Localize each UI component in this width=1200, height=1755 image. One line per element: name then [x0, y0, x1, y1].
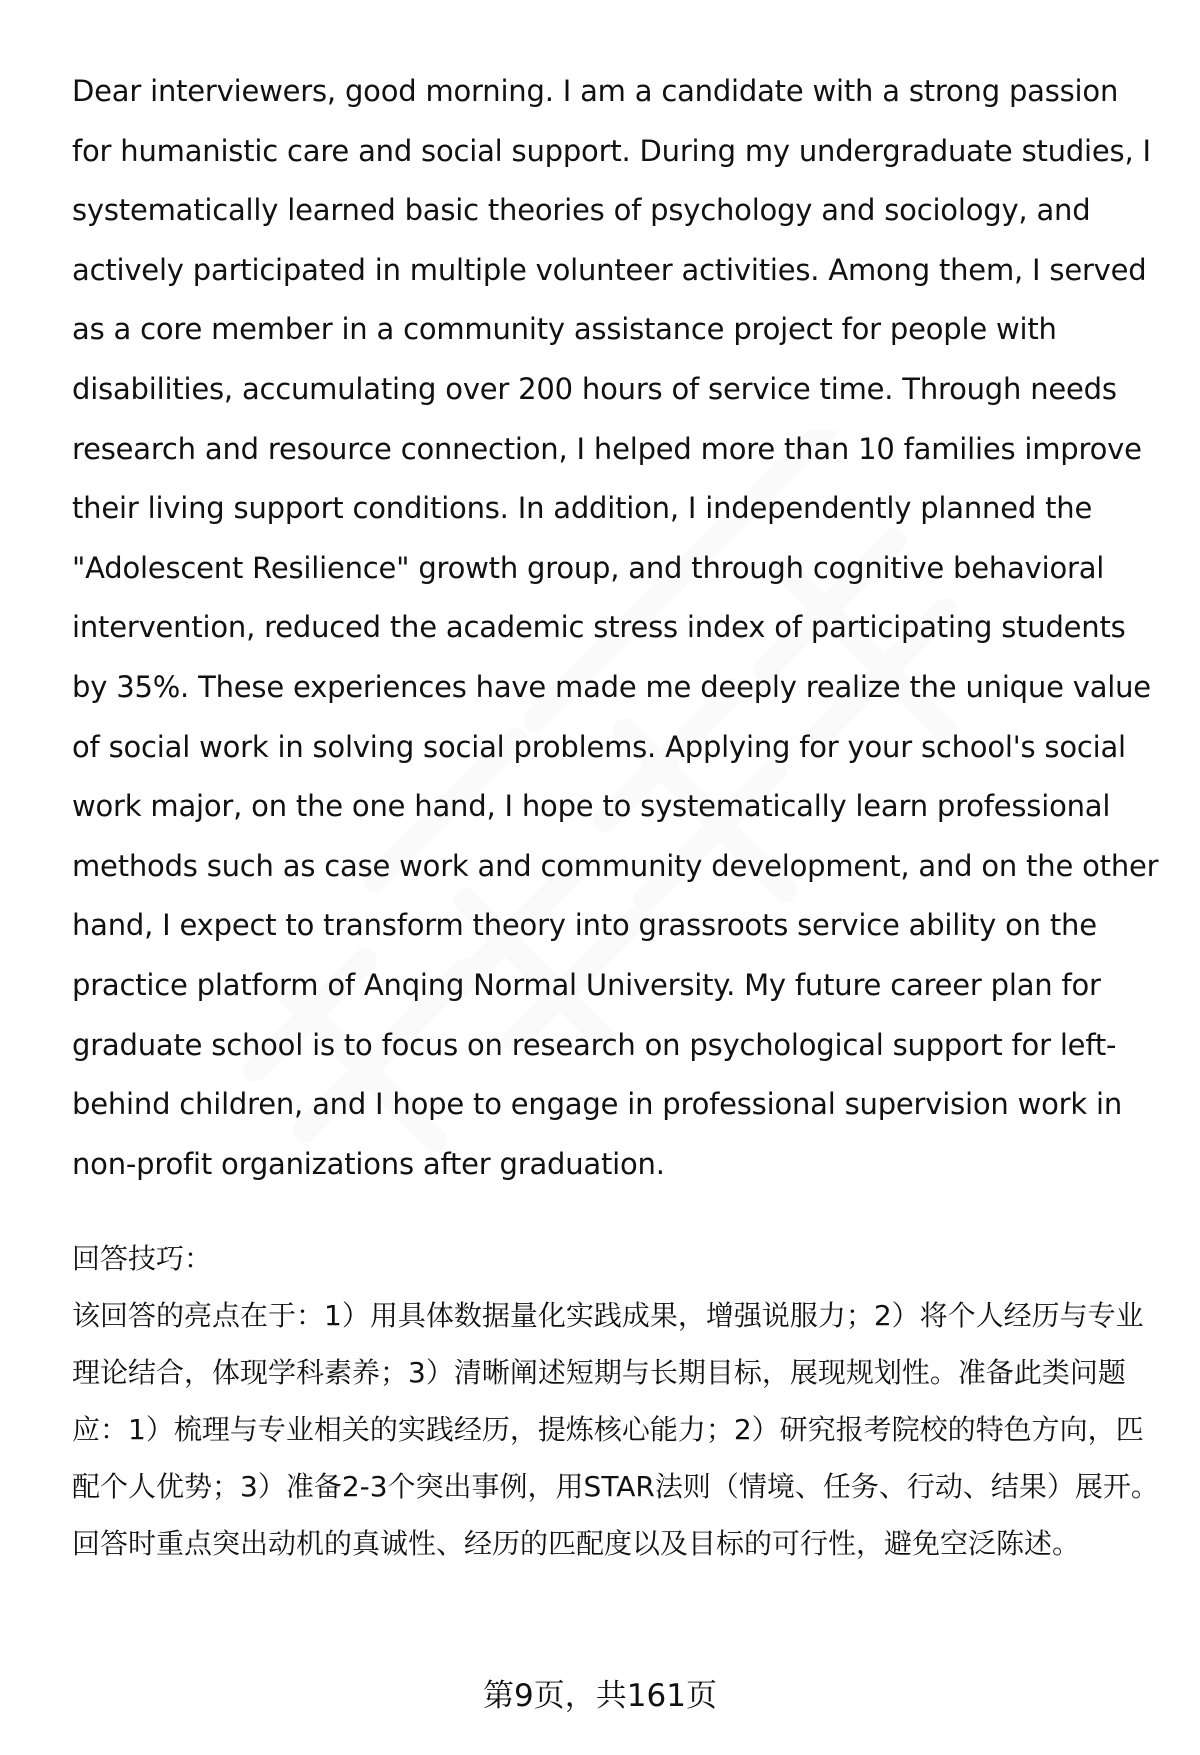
- page-number-footer: 第9页，共161页: [483, 1678, 717, 1714]
- answer-tips-section: [72, 1230, 1160, 1572]
- answer-tips-text: 该回答的亮点在于：1）用具体数据量化实践成果，增强说服力；2）将个人经历与专业理论结合，体现学科素养；3）清晰阐述短期与长期目标，展现规划性。准备此类问题应：1）梳理与专业相关的实践经历，提炼核心能力；2）研究报考院校的特色方向，匹配个人优势；3）准备2-3个突出事例，用STAR法则（情境、任务、行动、结果）展开。回答时重点突出动机的真诚性、经历的匹配度以及目标的可行性，避免空泛陈述。: [72, 1299, 1159, 1561]
- page-content: [72, 62, 1160, 1572]
- answer-tips-heading: 回答技巧：: [72, 1242, 213, 1276]
- interview-answer-text: Dear interviewers, good morning. I am a candidate with a strong passion for humanistic care and social support. During my undergraduate studies, I systematically learned basic theories of psychology and sociology, and actively participated in multiple volunteer activities. Among them, I served as a core member in a community assistance project for people with disabilities, accumulating over 200 hours of service time. Through needs research and resource connection, I helped more than 10 families improve their living support conditions. In addition, I independently planned the "Adolescent Resilience" growth group, and through cognitive behavioral intervention, reduced the academic stress index of participating students by 35%. These experiences have made me deeply realize the unique value of social work in solving social problems. Applying for your school's social work major, on the one hand, I hope to systematically learn professional methods such as case work and community development, and on the other hand, I expect to transform theory into grassroots service ability on the practice platform of Anqing Normal University. My future career plan for graduate school is to focus on research on psychological support for left-behind children, and I hope to engage in professional supervision work in non-profit organizations after graduation.: [72, 74, 1159, 1181]
